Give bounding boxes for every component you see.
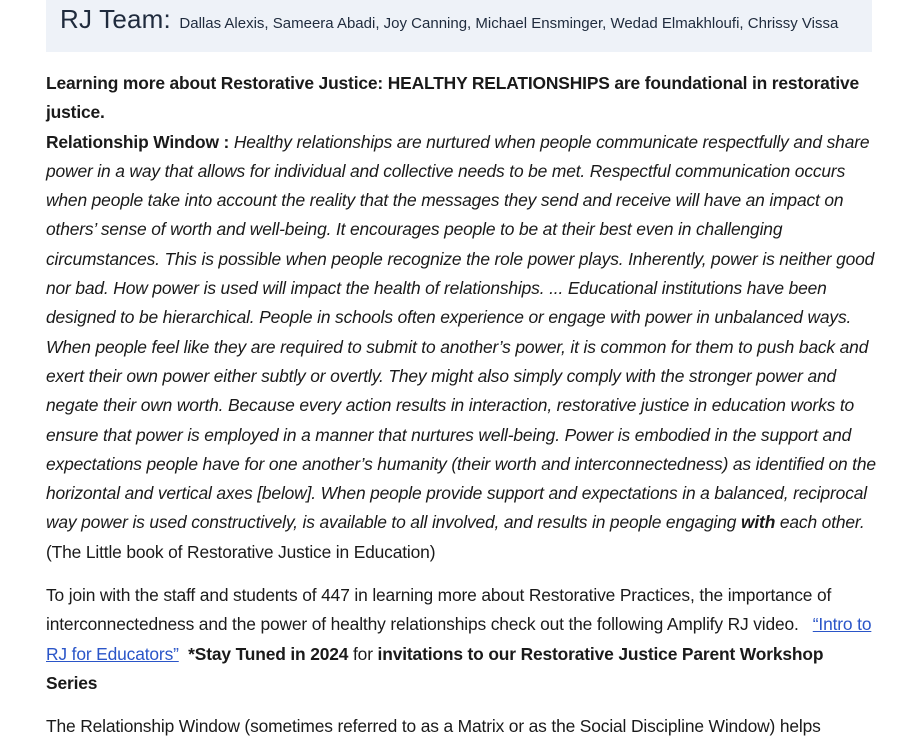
relationship-window-label: Relationship Window : <box>46 131 230 152</box>
intro-video-link[interactable]: “Intro to RJ for Educators” <box>46 614 872 664</box>
stay-tuned-suffix: invitations to our Restorative Justice Parent Workshop Series <box>46 643 824 693</box>
window-paragraph-text: The Relationship Window (sometimes referred to as a Matrix or as the Social Discipline Window) helps <box>46 716 821 737</box>
quote-emphasis: with <box>741 512 776 533</box>
quote-text-end: each other. <box>779 512 865 533</box>
intro-heading: Learning more about Restorative Justice: HEALTHY RELATIONSHIPS are foundational in restorative justice. <box>46 73 860 123</box>
quote-text: Healthy relationships are nurtured when people communicate respectfully and share power in a way that allows for individual and collective needs to be met. Respectful communication occurs when people take into account the reality that the messages they send and receive will have an impact on others’ sense of worth and well-being. It encourages people to be at their best even in challenging circumstances. This is possible when people recognize the role power plays. Inherently, power is neither good nor bad. How power is used will impact the health of relationships. ... Educational institutions have been designed to be hierarchical. People in schools often experience or engage with power in unbalanced ways. When people feel like they are required to submit to another’s power, it is common for them to push back and exert their own power either subtly or overtly. They might also simply comply with the stronger power and negate their own worth. Because every action results in interaction, restorative justice in education works to ensure that power is employed in a manner that nurtures well-being. Power is embodied in the support and expectations people have for one another’s humanity (their worth and interconnectedness) as identified on the horizontal and vertical axes [below]. When people provide support and expectations in a balanced, reciprocal way power is used constructively, is available to all involved, and results in people engaging <box>46 131 876 533</box>
team-banner <box>46 0 872 52</box>
team-members: Dallas Alexis, Sameera Abadi, Joy Canning, Michael Ensminger, Wedad Elmakhloufi, Chrissy Vissa <box>179 15 839 32</box>
stay-tuned-for: for <box>353 643 373 664</box>
join-text: To join with the staff and students of 447 in learning more about Restorative Practices, the importance of interconnectedness and the power of healthy relationships check out the following Amplify RJ video. <box>46 585 832 635</box>
stay-tuned-prefix: *Stay Tuned in 2024 <box>188 643 349 664</box>
article-content <box>46 69 876 742</box>
join-paragraph <box>46 581 876 698</box>
team-label: RJ Team: <box>60 4 171 34</box>
intro-paragraph <box>46 69 876 567</box>
window-paragraph <box>46 712 876 741</box>
citation: (The Little book of Restorative Justice in Education) <box>46 541 436 562</box>
